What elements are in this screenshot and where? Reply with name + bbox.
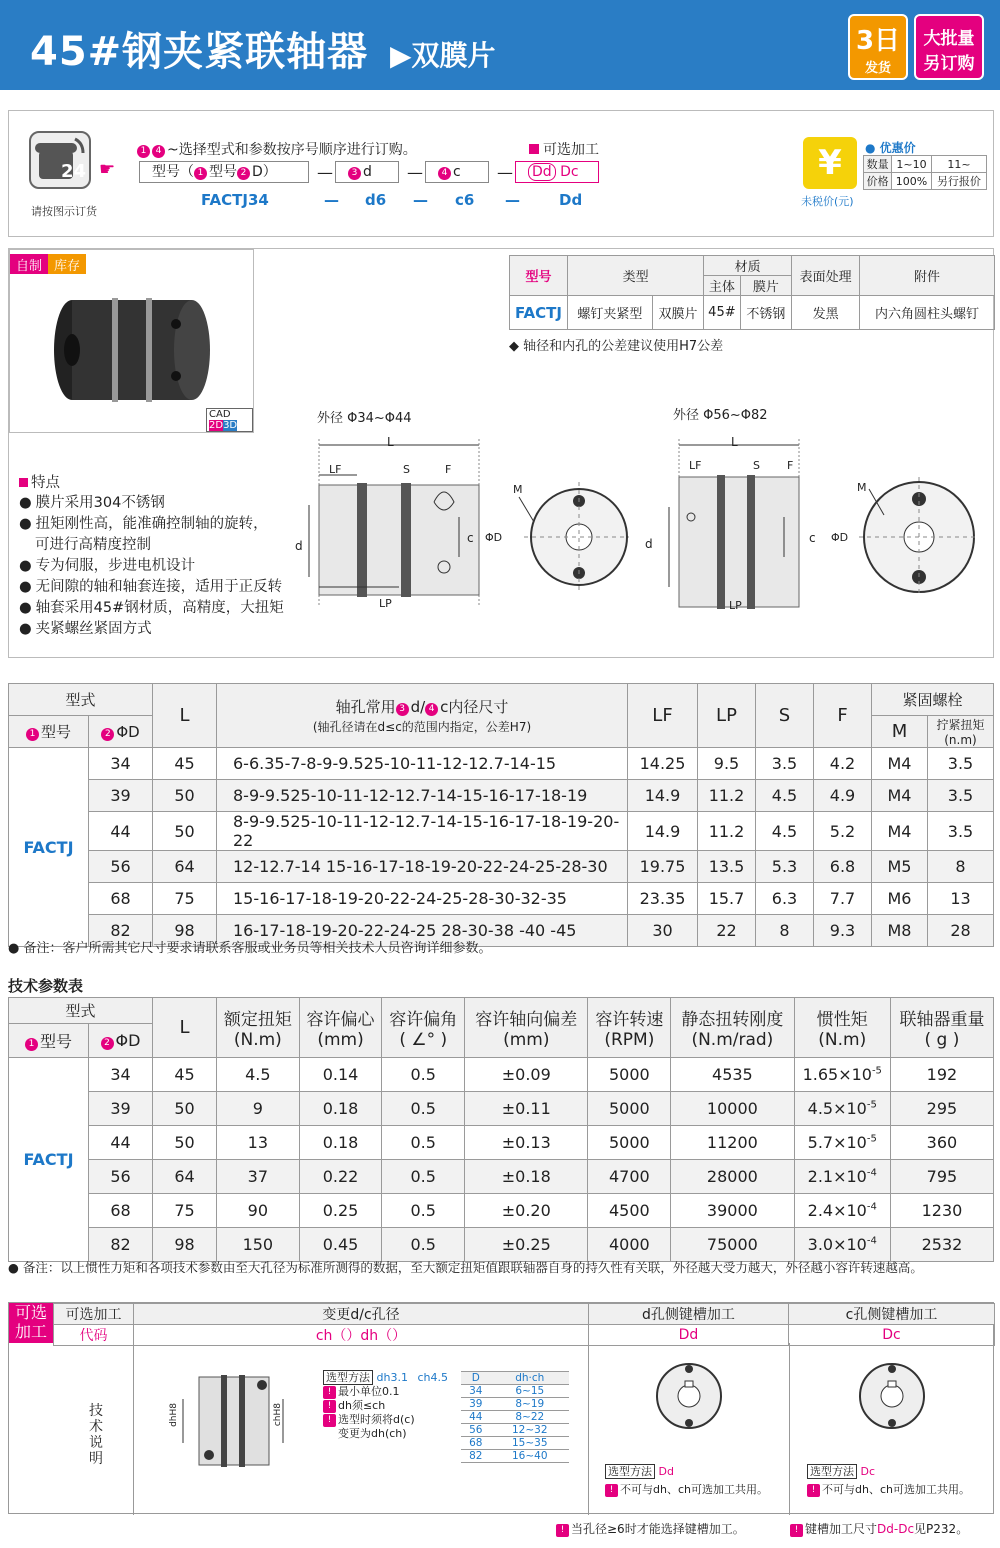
size-cell-f: 6.8 — [814, 851, 872, 883]
tech-cell-ang: 0.5 — [382, 1092, 465, 1126]
tech-cell-stiff: 4535 — [671, 1058, 794, 1092]
tech-cell-D: 82 — [89, 1228, 153, 1262]
tech-cell-torque: 13 — [217, 1126, 300, 1160]
features-list: ● 膜片采用304不锈钢 ● 扭矩刚性高，能准确控制轴的旋转， 可进行高精度控制 ● 专为伺服，步进电机设计 ● 无间隙的轴和轴套连接，适用于正反转 ● 轴套采用45#钢材质，高精度，大扭矩 ● 夹紧螺丝紧固方式 — [19, 493, 284, 640]
size-table: 型式 L 轴孔常用 3 d/ 4 c内径尺寸 (轴孔径请在d≤c的范围内指定，公差H7) LF LP S F 紧固螺栓 1 型号 2 ΦD M 拧紧扭矩(n.m) FACTJ 34 45 6-6.35-7-8-9-9.525-10-11-12-12.7-14-15 14.25 9.5 3.5 4.2 M4 3.5 39 50 8-9-9.525-10-11-12-12.7-14-15-16-17-18-19 14.9 11.2 4.5 4.9 M4 3.5 44 50 8-9-9.525-10-11-12-12.7-14-15-16-17-18-19-20-22 14.9 11.2 4.5 5.2 M4 3.5 56 64 12-12.7-14 15-16-17-18-19-20-22-24-25-28-30 19.75 13.5 5.3 6.8 M5 8 68 75 15-16-17-18-19-20-22-24-25-28-30-32-35 23.35 15.7 6.3 7.7 M6 13 82 98 16-17-18-19-20-22-24-25 28-30-38 -40 -45 30 22 8 9.3 M8 28 — [8, 683, 994, 947]
tech-row — [9, 1058, 994, 1092]
tech-cell-ecc: 0.18 — [299, 1126, 382, 1160]
tech-cell-stiff: 11200 — [671, 1126, 794, 1160]
dimension-diagram-large — [639, 427, 989, 627]
dim-LP-1: LP — [379, 597, 392, 610]
size-cell-l: 45 — [153, 748, 217, 780]
tech-cell-inertia: $5.7\times 10^{-5}$ — [794, 1126, 890, 1160]
features-title: 特点 — [19, 471, 60, 492]
size-cell-d: 82 — [89, 915, 153, 947]
yen-icon: ¥ — [803, 137, 857, 189]
size-cell-f: 4.9 — [814, 780, 872, 812]
tech-cell-torque: 90 — [217, 1194, 300, 1228]
size-cell-t: 13 — [928, 883, 994, 915]
product-photo — [9, 249, 254, 433]
bore-range-row: 44 8~22 — [461, 1411, 569, 1424]
svg-text:24: 24 — [61, 161, 87, 182]
size-cell-m: M5 — [872, 851, 928, 883]
page-title: 45#钢夹紧联轴器 — [30, 29, 369, 75]
bulk-order-badge: 大批量 另订购 — [914, 14, 984, 80]
tech-cell-axial: ±0.20 — [465, 1194, 588, 1228]
tech-cell-torque: 37 — [217, 1160, 300, 1194]
diagram2-title: 外径 Φ56~Φ82 — [673, 408, 768, 423]
tech-cell-axial: ±0.18 — [465, 1160, 588, 1194]
tech-cell-speed: 4700 — [588, 1160, 671, 1194]
options-side-label: 可选 加工 — [9, 1303, 53, 1343]
size-table-note: ● 备注：客户所需其它尺寸要求请联系客服或业务员等相关技术人员咨询详细参数。 — [8, 941, 492, 956]
tech-row — [9, 1228, 994, 1262]
size-cell-lp: 11.2 — [698, 812, 756, 851]
dim-S-2: S — [753, 459, 760, 472]
tech-cell-D: 39 — [89, 1092, 153, 1126]
size-cell-f: 5.2 — [814, 812, 872, 851]
dim-F-1: F — [445, 463, 452, 476]
dim-F-2: F — [787, 459, 794, 472]
tech-cell-L: 50 — [153, 1092, 217, 1126]
size-cell-s: 4.5 — [756, 780, 814, 812]
tech-cell-ang: 0.5 — [382, 1058, 465, 1092]
dc-method: 选型方法 Dc ! 不可与dh、ch可选加工共用。 — [807, 1463, 970, 1499]
field-optional: Dd Dc — [515, 161, 599, 183]
size-cell-f: 4.2 — [814, 748, 872, 780]
stock-tags: 自制 库存 — [10, 254, 86, 274]
tech-cell-speed: 5000 — [588, 1092, 671, 1126]
size-cell-lf: 14.9 — [628, 812, 698, 851]
size-cell-s: 4.5 — [756, 812, 814, 851]
dd-method: 选型方法 Dd ! 不可与dh、ch可选加工共用。 — [605, 1463, 768, 1499]
tech-cell-speed: 5000 — [588, 1058, 671, 1092]
price-table: 数量 1~10 11~ 价格 100% 另行报价 — [863, 155, 987, 190]
tax-label: 未税价(元) — [801, 195, 854, 208]
size-cell-lf: 14.9 — [628, 780, 698, 812]
tech-model-cell: FACTJ — [9, 1058, 89, 1262]
product-section — [8, 248, 994, 658]
order-section: 24 请按图示订货 ☛ 1 4 ~选择型式和参数按序号顺序进行订购。 可选加工 型号（ 1 型号 2 D） — 3 d — 4 c — Dd Dc FACTJ34 — d6 — c6 — Dd ¥ 未税价(元) ● 优惠价 数量 1~10 11~ 价格 100% 另行报价 — [8, 110, 994, 237]
size-cell-l: 64 — [153, 851, 217, 883]
tech-cell-weight: 360 — [890, 1126, 993, 1160]
diagram1-title: 外径 Φ34~Φ44 — [317, 411, 412, 426]
size-cell-f: 7.7 — [814, 883, 872, 915]
dim-c-1: c — [467, 531, 474, 545]
tech-cell-D: 56 — [89, 1160, 153, 1194]
coupling-photo — [50, 280, 220, 410]
size-cell-t: 8 — [928, 851, 994, 883]
field-d: 3 d — [335, 161, 399, 183]
tech-cell-ecc: 0.14 — [299, 1058, 382, 1092]
size-row — [9, 851, 994, 883]
field-c: 4 c — [425, 161, 489, 183]
tech-cell-L: 50 — [153, 1126, 217, 1160]
size-cell-bore: 15-16-17-18-19-20-22-24-25-28-30-32-35 — [217, 883, 628, 915]
dim-S-1: S — [403, 463, 410, 476]
c-keyway-drawing — [857, 1361, 927, 1431]
example-c: c6 — [455, 191, 475, 209]
tech-cell-D: 68 — [89, 1194, 153, 1228]
dim-LF-2: LF — [689, 459, 702, 472]
size-cell-m: M4 — [872, 812, 928, 851]
tech-cell-L: 98 — [153, 1228, 217, 1262]
ch-label: chH8 — [273, 1403, 283, 1427]
size-model-cell: FACTJ — [9, 748, 89, 947]
size-cell-d: 39 — [89, 780, 153, 812]
options-foot-2: ! 键槽加工尺寸Dd-Dc见P232。 — [790, 1520, 968, 1537]
size-cell-l: 50 — [153, 780, 217, 812]
bore-range-row: 82 16~40 — [461, 1450, 569, 1463]
size-cell-bore: 16-17-18-19-20-22-24-25 28-30-38 -40 -45 — [217, 915, 628, 947]
dim-d-1: d — [295, 539, 303, 553]
tech-cell-ecc: 0.18 — [299, 1092, 382, 1126]
tech-cell-torque: 9 — [217, 1092, 300, 1126]
size-cell-s: 5.3 — [756, 851, 814, 883]
size-cell-d: 44 — [89, 812, 153, 851]
tech-cell-L: 64 — [153, 1160, 217, 1194]
phone-icon — [29, 131, 91, 189]
order-instruction: 1 4 ~选择型式和参数按序号顺序进行订购。 — [137, 139, 417, 159]
dim-D-1: ΦD — [485, 531, 503, 544]
size-cell-l: 50 — [153, 812, 217, 851]
size-cell-d: 56 — [89, 851, 153, 883]
size-cell-t: 28 — [928, 915, 994, 947]
dim-LP-2: LP — [729, 599, 742, 612]
tech-cell-D: 44 — [89, 1126, 153, 1160]
tech-cell-ang: 0.5 — [382, 1194, 465, 1228]
tech-cell-axial: ±0.09 — [465, 1058, 588, 1092]
bore-range-row: 56 12~32 — [461, 1424, 569, 1437]
tech-cell-stiff: 28000 — [671, 1160, 794, 1194]
tech-cell-stiff: 39000 — [671, 1194, 794, 1228]
size-cell-t: 3.5 — [928, 780, 994, 812]
bore-range-row: 68 15~35 — [461, 1437, 569, 1450]
tech-cell-ang: 0.5 — [382, 1126, 465, 1160]
tech-cell-inertia: $1.65\times 10^{-5}$ — [794, 1058, 890, 1092]
tech-cell-ecc: 0.22 — [299, 1160, 382, 1194]
dim-D-2: ΦD — [831, 531, 849, 544]
tech-cell-weight: 192 — [890, 1058, 993, 1092]
size-cell-f: 9.3 — [814, 915, 872, 947]
ship-days-badge: 3日 发货 — [848, 14, 908, 80]
size-cell-m: M6 — [872, 883, 928, 915]
bore-range-row: 39 8~19 — [461, 1398, 569, 1411]
size-row — [9, 812, 994, 851]
d-keyway-drawing — [654, 1361, 724, 1431]
options-section: 可选 加工 可选加工 变更d/c孔径 d孔侧键槽加工 c孔侧键槽加工 代码 ch（）dh（） Dd Dc 技术说明 dhH8 chH8 选型方法 dh3.1 ch4.5 ! 最小单位0.1 ! dh须≤ch ! 选型时须将d(c) 变更为dh(ch) D dh·ch 34 6~15 39 8~19 44 8~22 56 12~32 68 15~35 82 16~40 选型方法 Dd ! 不可与dh、ch可选加工共用。 选型方法 Dc ! 不可与dh、ch可选加工共用。 — [8, 1302, 994, 1514]
order-code-fields: 型号（ 1 型号 2 D） — 3 d — 4 c — Dd Dc — [139, 161, 599, 183]
tech-table-title: 技术参数表 — [8, 977, 84, 995]
size-cell-bore: 8-9-9.525-10-11-12-12.7-14-15-16-17-18-19 — [217, 780, 628, 812]
tech-note-label: 技术说明 — [89, 1403, 103, 1467]
phone-label: 请按图示订货 — [31, 205, 97, 218]
tech-cell-stiff: 10000 — [671, 1092, 794, 1126]
tech-cell-inertia: $3.0\times 10^{-4}$ — [794, 1228, 890, 1262]
tech-cell-inertia: $4.5\times 10^{-5}$ — [794, 1092, 890, 1126]
tech-cell-weight: 2532 — [890, 1228, 993, 1262]
size-cell-l: 75 — [153, 883, 217, 915]
tech-cell-inertia: $2.1\times 10^{-4}$ — [794, 1160, 890, 1194]
tech-cell-torque: 4.5 — [217, 1058, 300, 1092]
size-cell-lf: 30 — [628, 915, 698, 947]
size-cell-d: 68 — [89, 883, 153, 915]
dimension-diagram-small — [279, 427, 629, 627]
tech-row — [9, 1160, 994, 1194]
size-cell-lp: 22 — [698, 915, 756, 947]
field-model: 型号（ 1 型号 2 D） — [139, 161, 309, 183]
size-row — [9, 780, 994, 812]
tech-cell-inertia: $2.4\times 10^{-4}$ — [794, 1194, 890, 1228]
size-cell-d: 34 — [89, 748, 153, 780]
tolerance-note: ◆ 轴径和内孔的公差建议使用H7公差 — [509, 339, 724, 354]
example-d: d6 — [365, 191, 387, 209]
size-cell-s: 3.5 — [756, 748, 814, 780]
size-cell-t: 3.5 — [928, 748, 994, 780]
tech-cell-speed: 4500 — [588, 1194, 671, 1228]
size-cell-lf: 14.25 — [628, 748, 698, 780]
tech-cell-D: 34 — [89, 1058, 153, 1092]
page-subtitle: ▶双膜片 — [390, 39, 496, 72]
tech-row — [9, 1194, 994, 1228]
pointer-icon: ☛ — [99, 159, 116, 180]
options-foot-1: ! 当孔径≥6时才能选择键槽加工。 — [556, 1520, 745, 1537]
size-cell-s: 6.3 — [756, 883, 814, 915]
size-row — [9, 748, 994, 780]
tech-cell-axial: ±0.25 — [465, 1228, 588, 1262]
tech-cell-L: 75 — [153, 1194, 217, 1228]
size-cell-s: 8 — [756, 915, 814, 947]
size-cell-lp: 15.7 — [698, 883, 756, 915]
tech-row — [9, 1126, 994, 1160]
tech-cell-weight: 795 — [890, 1160, 993, 1194]
tech-cell-speed: 5000 — [588, 1126, 671, 1160]
size-cell-lp: 11.2 — [698, 780, 756, 812]
page-header — [0, 0, 1000, 90]
tech-cell-ang: 0.5 — [382, 1228, 465, 1262]
dim-M-2: M — [857, 481, 867, 494]
size-cell-l: 98 — [153, 915, 217, 947]
bore-range-table: D dh·ch 34 6~15 39 8~19 44 8~22 56 12~32 68 15~35 82 16~40 — [461, 1371, 569, 1463]
dim-L-1: L — [387, 435, 394, 449]
optional-label: 可选加工 — [529, 139, 599, 159]
size-cell-bore: 12-12.7-14 15-16-17-18-19-20-22-24-25-28-30 — [217, 851, 628, 883]
tech-cell-L: 45 — [153, 1058, 217, 1092]
tech-cell-axial: ±0.11 — [465, 1092, 588, 1126]
tech-table: 型式 L 额定扭矩 (N.m) 容许偏心 (mm) 容许偏角 ( ∠° ) 容许轴向偏差 (mm) 容许转速 (RPM) 静态扭转刚度 (N.m/rad) 惯性矩 (N.m) 联轴器重量 ( g ) 1 型号 2 ΦD FACTJ 34 45 4.5 0.14 0.5 ±0.09 5000 4535 $1.65\times 10^{-5}$ 192 39 50 9 0.18 0.5 ±0.11 5000 10000 $4.5\times 10^{-5}$ 295 44 50 13 0.18 0.5 ±0.13 5000 11200 $5.7\times 10^{-5}$ 360 56 64 37 0.22 0.5 ±0.18 4700 28000 $2.1\times 10^{-4}$ 795 68 75 90 0.25 0.5 ±0.20 4500 39000 $2.4\times 10^{-4}$ 1230 82 98 150 0.45 0.5 ±0.25 4000 75000 $3.0\times 10^{-4}$ 2532 — [8, 997, 994, 1262]
size-cell-m: M4 — [872, 780, 928, 812]
tech-cell-ang: 0.5 — [382, 1160, 465, 1194]
bore-method: 选型方法 dh3.1 ch4.5 ! 最小单位0.1 ! dh须≤ch ! 选型时须将d(c) 变更为dh(ch) — [323, 1371, 448, 1441]
size-cell-lf: 23.35 — [628, 883, 698, 915]
price-title: ● 优惠价 — [865, 141, 916, 155]
tech-cell-ecc: 0.25 — [299, 1194, 382, 1228]
size-cell-lp: 13.5 — [698, 851, 756, 883]
dim-c-2: c — [809, 531, 816, 545]
tech-cell-axial: ±0.13 — [465, 1126, 588, 1160]
cad-badge[interactable]: CAD 2D3D — [206, 408, 253, 432]
example-opt: Dd — [559, 191, 583, 209]
tech-cell-weight: 295 — [890, 1092, 993, 1126]
dim-M-1: M — [513, 483, 523, 496]
tech-row — [9, 1092, 994, 1126]
size-cell-lf: 19.75 — [628, 851, 698, 883]
example-model: FACTJ34 — [201, 191, 269, 209]
size-cell-m: M8 — [872, 915, 928, 947]
tech-cell-stiff: 75000 — [671, 1228, 794, 1262]
dim-d-2: d — [645, 537, 653, 551]
tech-cell-weight: 1230 — [890, 1194, 993, 1228]
spec-table: 型号 类型 材质 表面处理 附件 主体 膜片 FACTJ 螺钉夹紧型 双膜片 45# 不锈钢 发黑 内六角圆柱头螺钉 — [509, 255, 995, 330]
dh-label: dhH8 — [169, 1403, 179, 1427]
tech-cell-ecc: 0.45 — [299, 1228, 382, 1262]
tech-cell-speed: 4000 — [588, 1228, 671, 1262]
size-cell-bore: 8-9-9.525-10-11-12-12.7-14-15-16-17-18-19-20-22 — [217, 812, 628, 851]
size-row — [9, 883, 994, 915]
bore-range-row: 34 6~15 — [461, 1385, 569, 1398]
size-cell-lp: 9.5 — [698, 748, 756, 780]
size-cell-bore: 6-6.35-7-8-9-9.525-10-11-12-12.7-14-15 — [217, 748, 628, 780]
tech-table-note: ● 备注：以上惯性力矩和各项技术参数由至大孔径为标准所测得的数据，至大额定扭矩值跟联轴器自身的持久性有关联，外径越大受力越大，外径越小容许转速越高。 — [8, 1260, 923, 1275]
size-cell-m: M4 — [872, 748, 928, 780]
tech-cell-torque: 150 — [217, 1228, 300, 1262]
size-cell-t: 3.5 — [928, 812, 994, 851]
dim-LF-1: LF — [329, 463, 342, 476]
dim-L-2: L — [731, 435, 738, 449]
